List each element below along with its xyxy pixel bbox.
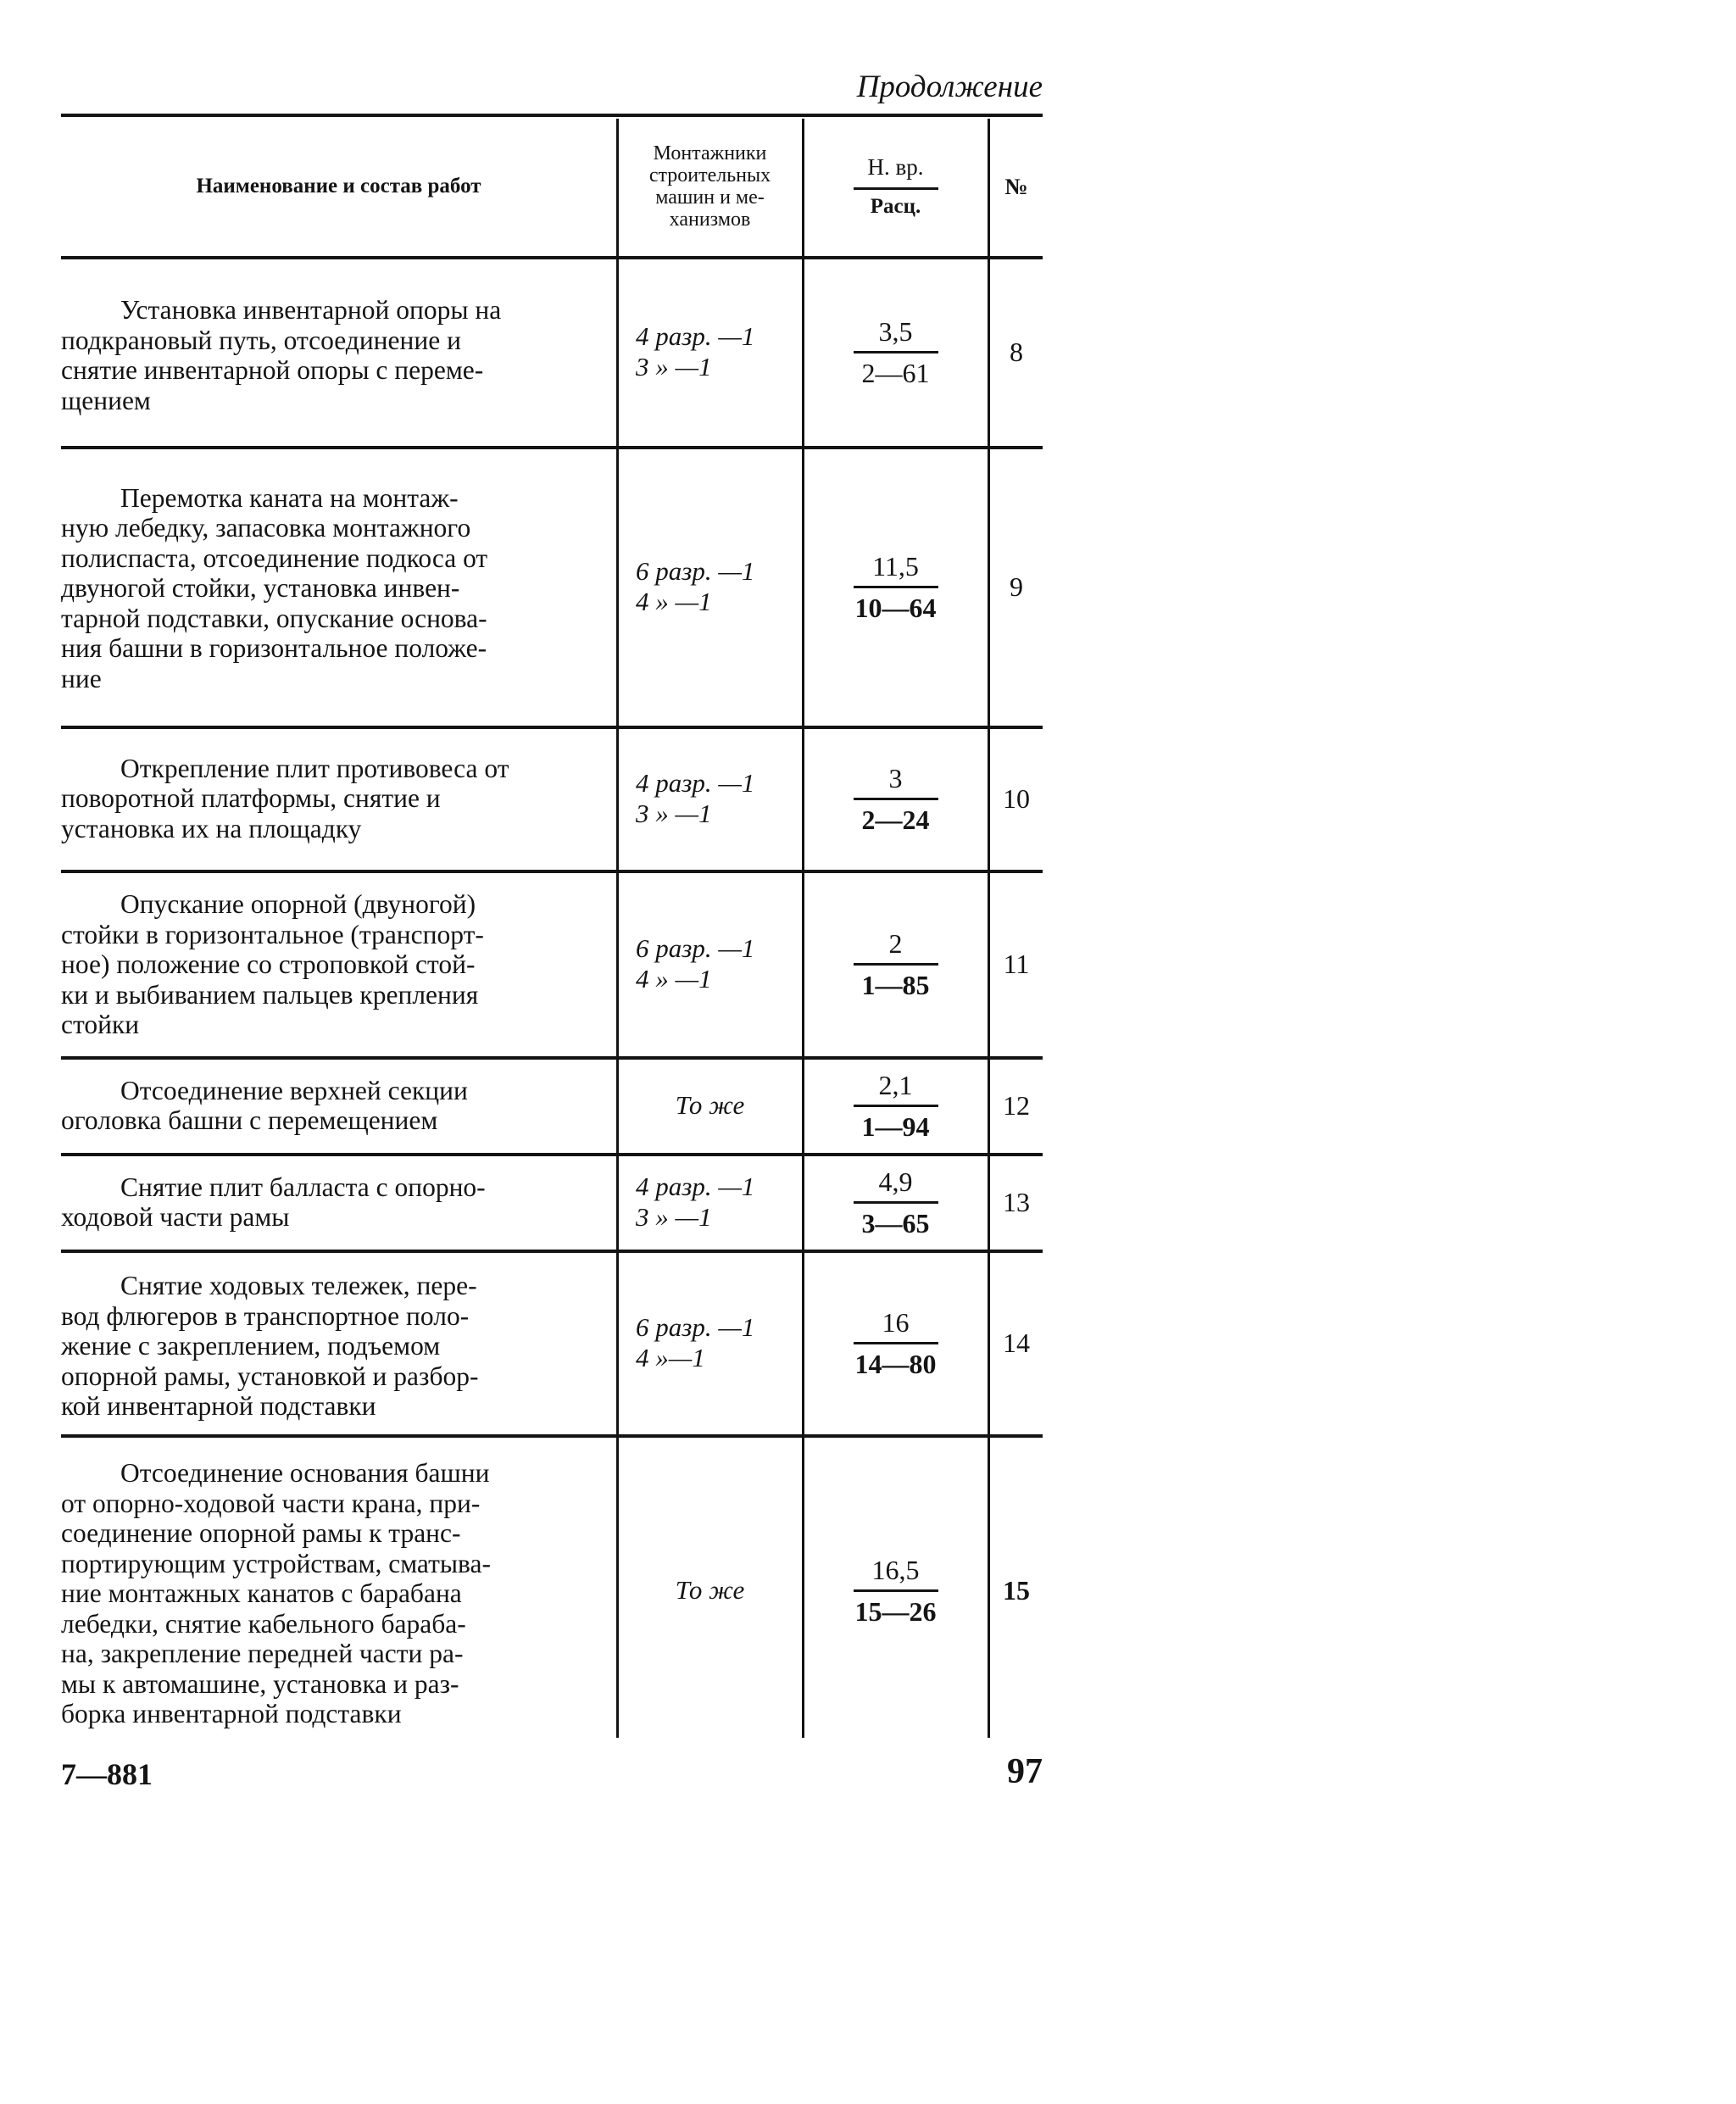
row-norm: $\frac{16}{14—80}$ bbox=[854, 1306, 937, 1379]
row-description: Отсоединение верхней секции оголовка башни с перемещением bbox=[61, 1075, 468, 1135]
row-workers: 6 разр. —1 4 »—1 bbox=[636, 1312, 755, 1372]
header-name: Наименование и состав работ bbox=[196, 175, 481, 198]
row-norm: $\frac{2}{1—85}$ bbox=[804, 878, 988, 1049]
row-number: 11 bbox=[1003, 948, 1030, 979]
row-rule bbox=[61, 1250, 1043, 1253]
row-workers: 4 разр. —1 3 » —1 bbox=[636, 1172, 755, 1232]
header-norm-time: Н. вр. bbox=[867, 154, 924, 180]
row-description: Открепление плит противовеса от поворотной платформы, снятие и установка их на площадку bbox=[61, 753, 509, 843]
row-description: Опускание опорной (двуногой) стойки в горизонтальное (транспорт- ное) положение со строповкой стой- ки и выбиванием пальцев крепления стойки bbox=[61, 889, 484, 1040]
row-rule bbox=[61, 726, 1043, 729]
row-description: Снятие плит балласта с опорно- ходовой части рамы bbox=[61, 1172, 486, 1232]
row-number: 9 bbox=[1010, 571, 1023, 602]
row-description: Установка инвентарной опоры на подкрановый путь, отсоединение и снятие инвентарной опоры с переме- щением bbox=[61, 295, 502, 415]
row-norm: $\frac{3,5}{2—61}$ bbox=[804, 264, 988, 439]
header-norm bbox=[804, 119, 988, 254]
header-number: № bbox=[1004, 173, 1028, 199]
row-norm: $\frac{16,5}{15—26}$ bbox=[854, 1554, 937, 1627]
row-rule bbox=[61, 446, 1043, 449]
row-norm: $\frac{2,1}{1—94}$ bbox=[804, 1065, 988, 1146]
row-rule bbox=[61, 1153, 1043, 1156]
row-number: 13 bbox=[1003, 1186, 1030, 1217]
row-workers: То же bbox=[675, 1090, 745, 1120]
row-norm: $\frac{3}{2—24}$ bbox=[804, 734, 988, 863]
row-workers: 4 разр. —1 3 » —1 bbox=[636, 321, 755, 381]
row-rule bbox=[61, 870, 1043, 873]
row-norm: $\frac{11,5}{10—64}$ bbox=[854, 550, 937, 623]
row-description: Снятие ходовых тележек, пере- вод флюгеров в транспортное поло- жение с закреплением, подъемом опорной рамы, установкой и разбор- кой инвентарной подставки bbox=[61, 1271, 479, 1422]
header-workers: Монтажники строительных машин и ме- ханизмов bbox=[648, 142, 771, 231]
row-number: 8 bbox=[1010, 336, 1023, 367]
row-workers: 4 разр. —1 3 » —1 bbox=[636, 768, 755, 828]
row-workers: То же bbox=[675, 1575, 745, 1605]
row-workers: 6 разр. —1 4 » —1 bbox=[636, 933, 755, 994]
row-number: 10 bbox=[1003, 782, 1030, 814]
page-number: 97 bbox=[1007, 1752, 1043, 1791]
row-workers: 6 разр. —1 4 » —1 bbox=[636, 556, 755, 616]
row-description: Перемотка каната на монтаж- ную лебедку, запасовка монтажного полиспаста, отсоединение подкоса от двуногой стойки, установка инвен- тарной подставки, опускание основа- ния башни в горизонтальное положе- ние bbox=[61, 482, 488, 693]
row-rule bbox=[61, 1434, 1043, 1438]
header-bottom-rule bbox=[61, 256, 1043, 259]
row-rule bbox=[61, 1056, 1043, 1060]
continuation-label: Продолжение bbox=[856, 70, 1043, 104]
signature-mark: 7—881 bbox=[61, 1757, 153, 1791]
row-norm: $\frac{4,9}{3—65}$ bbox=[804, 1161, 988, 1243]
header-rate: Расц. bbox=[854, 187, 938, 219]
row-description: Отсоединение основания башни от опорно-ходовой части крана, при- соединение опорной рамы к транс- портирующим устройствам, сматыва- ние монтажных канатов с барабана лебедки, снятие кабельного бараба- на, закрепление передней части ра- мы к автомашине, установка и раз- борка инвентарной подставки bbox=[61, 1458, 491, 1729]
row-number: 15 bbox=[1003, 1574, 1030, 1606]
row-number: 14 bbox=[1003, 1327, 1030, 1358]
table-top-rule bbox=[61, 114, 1043, 117]
row-number: 12 bbox=[1003, 1089, 1030, 1121]
